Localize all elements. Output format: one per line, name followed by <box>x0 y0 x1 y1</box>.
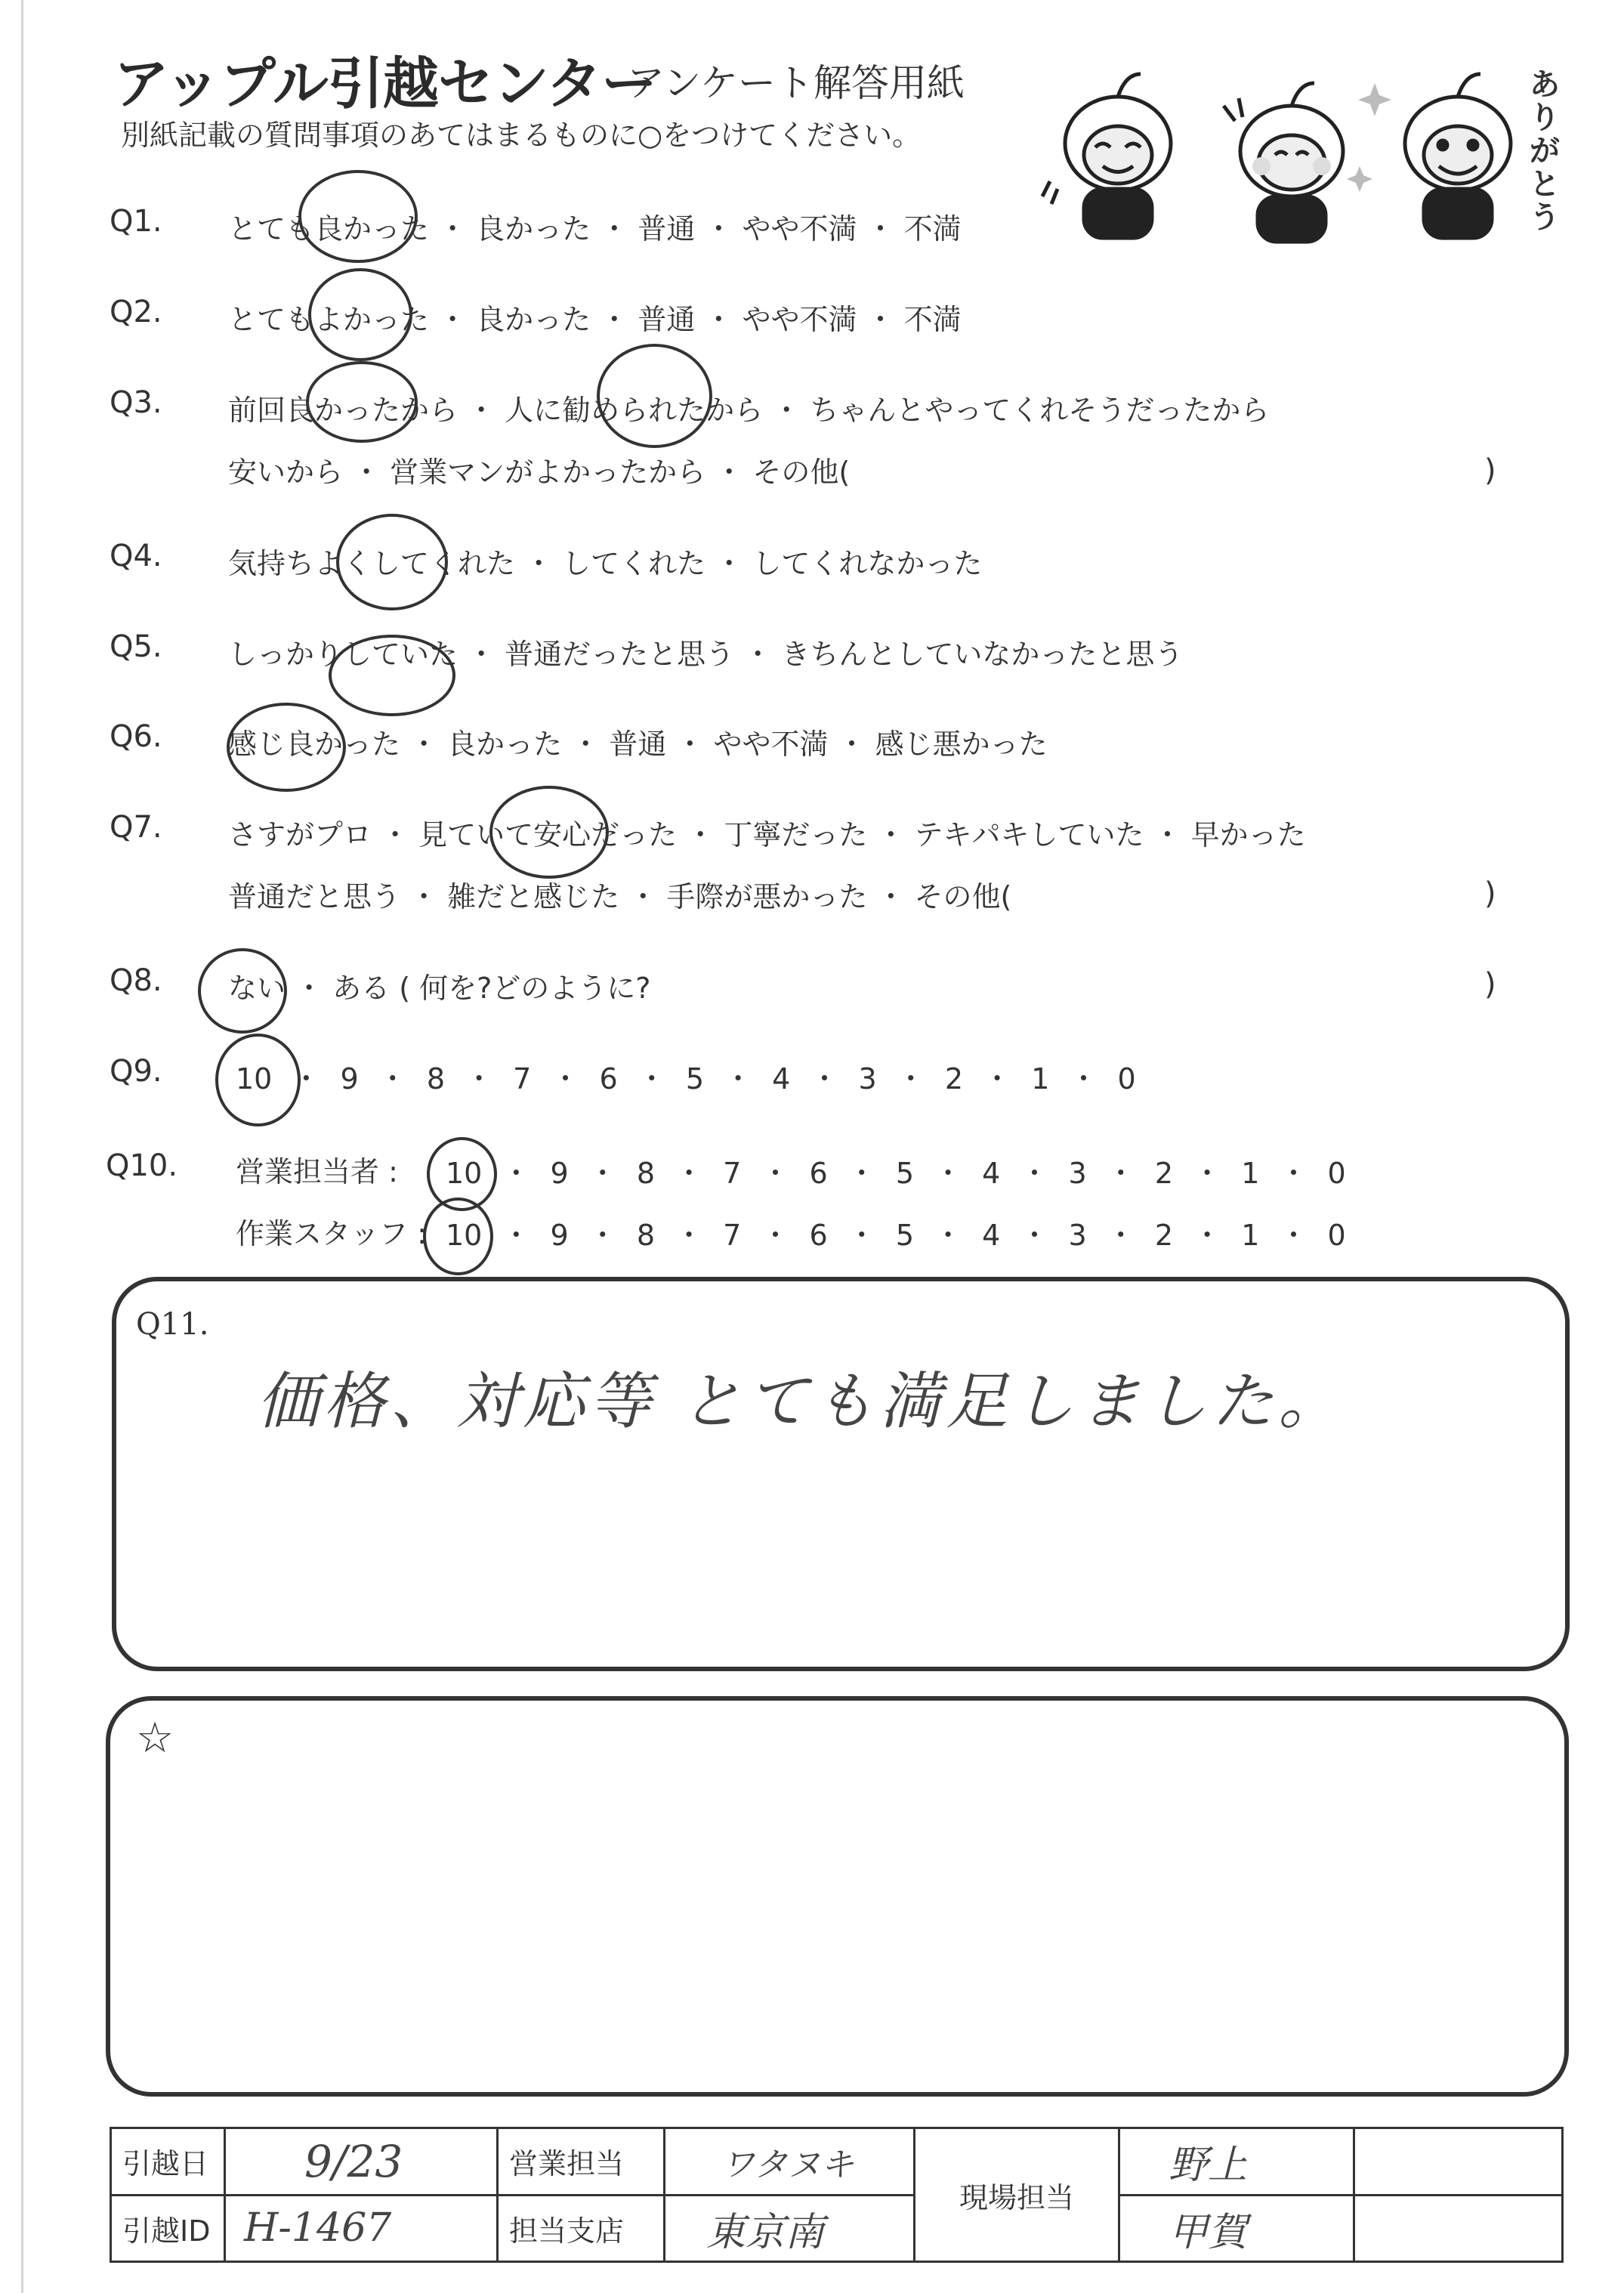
q2-options[interactable]: とてもよかった ・ 良かった ・ 普通 ・ やや不満 ・ 不満 <box>228 303 962 336</box>
q3-close-paren: ) <box>1484 453 1496 488</box>
field-staff-empty-2 <box>1354 2195 1563 2262</box>
q4-options[interactable]: 気持ちよくしてくれた ・ してくれた ・ してくれなかった <box>228 547 983 580</box>
scan-margin-line <box>21 0 23 2293</box>
q10-sales-scale[interactable]: 10 ・ 9 ・ 8 ・ 7 ・ 6 ・ 5 ・ 4 ・ 3 ・ 2 ・ 1 ・ 0 <box>446 1157 1346 1190</box>
q5-label: Q5. <box>110 629 162 664</box>
field-staff-1 <box>1119 2128 1354 2196</box>
q6-answer-circle <box>227 703 346 792</box>
q1-options[interactable]: とても良かった ・ 良かった ・ 普通 ・ やや不満 ・ 不満 <box>228 212 962 246</box>
form-subtitle: アンケート解答用紙 <box>627 61 965 105</box>
q10-sales-label: 営業担当者 : <box>236 1155 398 1188</box>
form-title: アップル引越センター <box>113 51 656 116</box>
branch-handwritten: 東京南 <box>706 2209 825 2255</box>
move-id-value <box>225 2195 498 2262</box>
move-id-handwritten: H-1467 <box>244 2205 392 2251</box>
branch-label: 担当支店 <box>498 2195 665 2262</box>
q11-handwritten-comment: 価格、対応等 とても満足しました。 <box>257 1366 1345 1438</box>
free-comment-box[interactable] <box>106 1696 1569 2097</box>
monkey-icon <box>1042 74 1171 238</box>
q6-label: Q6. <box>110 719 162 754</box>
q3-answer-circle-1 <box>306 361 418 443</box>
field-staff-2 <box>1119 2195 1354 2262</box>
q7-label: Q7. <box>110 810 162 845</box>
q5-options[interactable]: しっかりしていた ・ 普通だったと思う ・ きちんとしていなかったと思う <box>228 638 1184 671</box>
monkey-icon <box>1405 74 1511 238</box>
q8-close-paren: ) <box>1484 967 1496 1002</box>
q4-label: Q4. <box>110 539 162 573</box>
monkey-mascots-illustration <box>1035 53 1564 249</box>
field-staff-label: 現場担当 <box>915 2128 1119 2262</box>
q9-label: Q9. <box>110 1054 162 1089</box>
q6-options[interactable]: 感じ良かった ・ 良かった ・ 普通 ・ やや不満 ・ 感じ悪かった <box>228 728 1048 761</box>
thanks-text: ありがとう <box>1530 67 1560 235</box>
monkey-icon <box>1224 83 1343 242</box>
q3-label: Q3. <box>110 385 162 420</box>
q2-answer-circle <box>308 268 412 361</box>
sales-value <box>665 2128 915 2196</box>
q7-close-paren: ) <box>1484 876 1496 911</box>
q9-scale[interactable]: 10 ・ 9 ・ 8 ・ 7 ・ 6 ・ 5 ・ 4 ・ 3 ・ 2 ・ 1 ・ 0 <box>236 1062 1136 1096</box>
q10-staff-scale[interactable]: 10 ・ 9 ・ 8 ・ 7 ・ 6 ・ 5 ・ 4 ・ 3 ・ 2 ・ 1 ・ 0 <box>446 1219 1346 1252</box>
q1-answer-circle <box>298 170 418 263</box>
q10-staff-label: 作業スタッフ : <box>236 1217 427 1250</box>
q8-answer-circle <box>198 948 287 1034</box>
q4-answer-circle <box>336 514 448 610</box>
q8-options[interactable]: ない ・ ある ( 何を?どのように? <box>228 972 651 1005</box>
sales-handwritten: ワタヌキ <box>721 2145 854 2184</box>
q11-label: Q11. <box>136 1307 209 1342</box>
field-staff-2-handwritten: 甲賀 <box>1169 2209 1248 2255</box>
field-staff-1-handwritten: 野上 <box>1169 2143 1248 2189</box>
q7-options-line1[interactable]: さすがプロ ・ 見ていて安心だった ・ 丁寧だった ・ テキパキしていた ・ 早かった <box>228 818 1306 851</box>
move-info-table <box>110 2127 1564 2263</box>
q9-answer-circle <box>215 1034 301 1126</box>
q2-label: Q2. <box>110 295 162 329</box>
move-date-value <box>225 2128 498 2196</box>
star-label: ☆ <box>136 1714 174 1763</box>
move-date-handwritten: 9/23 <box>304 2135 403 2187</box>
q8-label: Q8. <box>110 963 162 998</box>
branch-value <box>665 2195 915 2262</box>
q10-label: Q10. <box>106 1148 178 1183</box>
q11-comment-box[interactable] <box>112 1277 1570 1671</box>
q3-options-line1[interactable]: 前回良かったから ・ 人に勧められたから ・ ちゃんとやってくれそうだったから <box>228 394 1270 427</box>
q3-options-line2[interactable]: 安いから ・ 営業マンがよかったから ・ その他( <box>228 456 851 489</box>
q7-answer-circle <box>489 786 609 879</box>
field-staff-empty-1 <box>1354 2128 1563 2196</box>
move-id-label: 引越ID <box>111 2195 225 2262</box>
form-instruction: 別紙記載の質問事項のあてはまるものに○をつけてください。 <box>121 119 922 152</box>
move-date-label: 引越日 <box>111 2128 225 2196</box>
sales-label: 営業担当 <box>498 2128 665 2196</box>
q5-answer-circle <box>329 635 455 716</box>
q7-options-line2[interactable]: 普通だと思う ・ 雑だと感じた ・ 手際が悪かった ・ その他( <box>228 880 1012 913</box>
q10-staff-answer-circle <box>423 1197 493 1275</box>
sparkle-icon <box>1347 83 1391 192</box>
q1-label: Q1. <box>110 204 162 239</box>
q3-answer-circle-2 <box>597 344 712 448</box>
